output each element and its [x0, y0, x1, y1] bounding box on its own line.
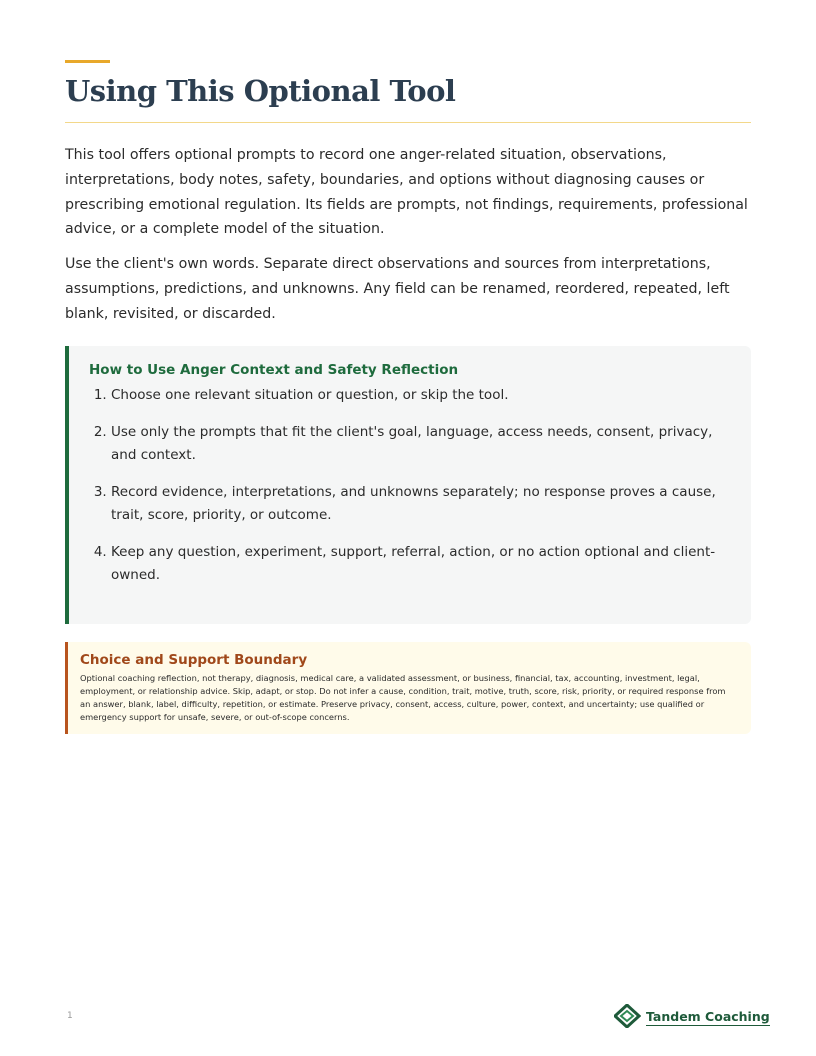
howto-steps — [89, 384, 731, 587]
boundary-callout — [65, 642, 751, 734]
title-accent-bar — [65, 60, 110, 63]
page-title: Using This Optional Tool — [65, 74, 456, 108]
intro-section — [65, 143, 755, 337]
boundary-heading: Choice and Support Boundary — [80, 652, 308, 668]
howto-step-3: 3. Record evidence, interpretations, and unknowns separately; no response proves a cause, trait, score, priority, or outcome. — [111, 481, 731, 527]
howto-heading: How to Use Anger Context and Safety Reflection — [89, 362, 459, 378]
howto-step-1: 1. Choose one relevant situation or question, or skip the tool. — [111, 384, 731, 407]
diamond-logo-icon — [614, 1004, 641, 1032]
brand-name: Tandem Coaching — [646, 1009, 770, 1024]
howto-panel — [65, 346, 751, 624]
intro-paragraph-1: This tool offers optional prompts to record one anger-related situation, observations, interpretations, body notes, safety, boundaries, and options without diagnosing causes or prescribing emotional regulation. Its fields are prompts, not findings, requirements, professional advice, or a complete model of the situation. — [65, 147, 748, 238]
title-divider — [65, 122, 751, 123]
page-number: 1 — [67, 1011, 73, 1021]
boundary-body: Optional coaching reflection, not therapy, diagnosis, medical care, a validated assessment, or business, financial, tax, accounting, investment, legal, employment, or relationship advice. Skip, adapt, or stop. Do not infer a cause, condition, trait, motive, truth, score, risk, priority, or required response from an answer, blank, label, difficulty, repetition, or estimate. Preserve privacy, consent, access, culture, power, context, and uncertainty; use qualified or emergency support for unsafe, severe, or out-of-scope concerns. — [80, 673, 726, 722]
brand-logo — [614, 1004, 770, 1032]
howto-step-2: 2. Use only the prompts that fit the client's goal, language, access needs, consent, privacy, and context. — [111, 421, 731, 467]
intro-paragraph-2: Use the client's own words. Separate direct observations and sources from interpretations, assumptions, predictions, and unknowns. Any field can be renamed, reordered, repeated, left blank, revisited, or discarded. — [65, 256, 730, 322]
howto-step-4: 4. Keep any question, experiment, support, referral, action, or no action optional and client-owned. — [111, 541, 731, 587]
